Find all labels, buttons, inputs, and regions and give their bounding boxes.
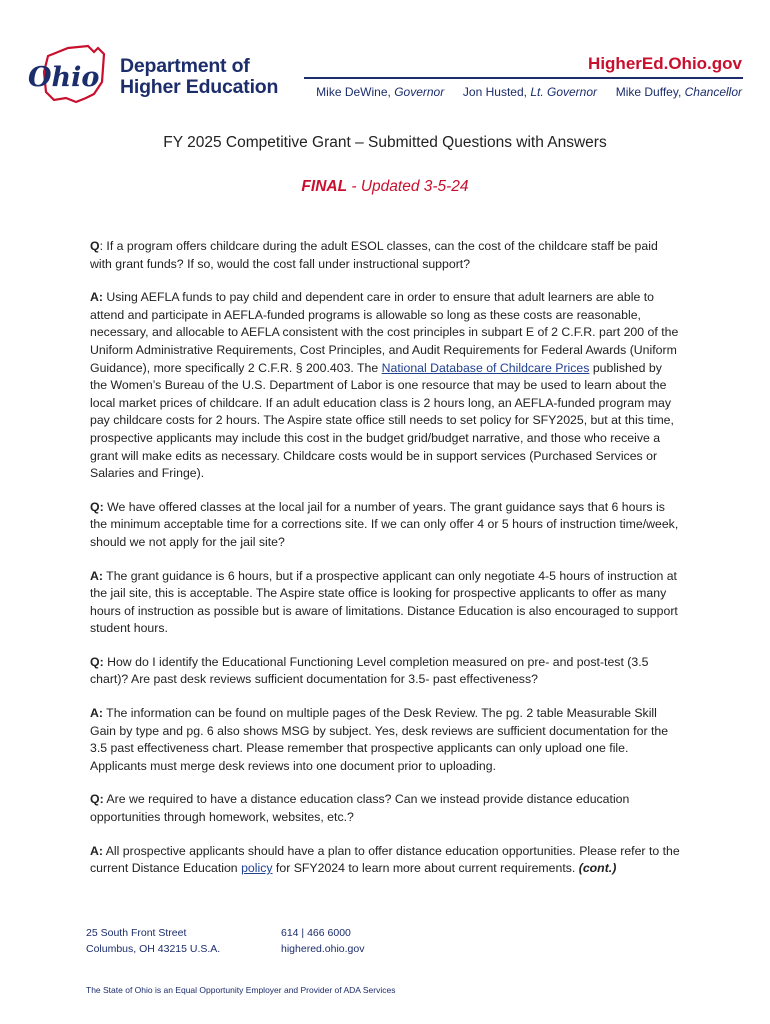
question-4	[90, 791, 680, 826]
question-1	[90, 238, 680, 273]
qa-body	[90, 238, 680, 894]
a-text: All prospective applicants should have a plan to offer distance education opportunities. Please refer to the current Distance Education	[90, 843, 680, 876]
q-label: Q:	[90, 654, 104, 669]
address-line-1: 25 South Front Street	[86, 927, 187, 939]
status-final: FINAL	[301, 178, 348, 195]
q-text: How do I identify the Educational Functioning Level completion measured on pre- and post-test (3.5 chart)? Are past desk reviews sufficient documentation for 3.5- past effectiveness?	[90, 654, 649, 687]
ohio-wordmark: Ohio	[28, 62, 100, 93]
a-text: The information can be found on multiple pages of the Desk Review. The pg. 2 table Measurable Skill Gain by type and pg. 6 also shows MSG by subject. Yes, desk reviews are sufficient documentation for the 3.5 past effectiveness chart. Please remember that prospective applicants can only upload one file. Applicants must merge desk reviews into one document prior to uploading.	[90, 706, 669, 773]
q-text: Are we required to have a distance education class? Can we instead provide distance education opportunities through homework, websites, etc.?	[90, 792, 630, 825]
question-3	[90, 654, 680, 689]
q-text: : If a program offers childcare during the adult ESOL classes, can the cost of the childcare staff be paid with grant funds? If so, would the cost fall under instructional support?	[90, 239, 658, 271]
q-label: Q:	[90, 499, 104, 514]
ohio-logo	[24, 42, 110, 112]
a-text: for SFY2024 to learn more about current requirements.	[272, 861, 579, 876]
address-line-2: Columbus, OH 43215 U.S.A.	[86, 942, 221, 955]
q-label: Q:	[90, 792, 104, 807]
official-name: Mike Duffey,	[615, 85, 682, 99]
official-title: Lt. Governor	[530, 85, 598, 99]
a-text: published by the Women’s Bureau of the U.S. Department of Labor is one resource that may be used to learn about the local market prices of childcare. If an adult education class is 2 hours long, an AEFLA-funded program may pay childcare costs for 2 hours. The Aspire state office still needs to set policy for SFY2025, but at this time, prospective applicants may include this cost in the budget grid/budget narrative, and those who receive a grant will make edits as necessary. Childcare costs would be in support services (Purchased Services or Salaries and Fringe).	[90, 360, 674, 481]
answer-1	[90, 289, 680, 483]
document-status	[0, 178, 770, 196]
answer-4	[90, 843, 680, 878]
status-updated: - Updated 3-5-24	[347, 178, 469, 195]
official-title: Chancellor	[684, 85, 742, 99]
official-title: Governor	[394, 85, 445, 99]
footer-contact	[281, 926, 364, 957]
distance-ed-policy-link[interactable]: policy	[241, 861, 273, 876]
continued-marker: (cont.)	[578, 861, 617, 876]
document-title: FY 2025 Competitive Grant – Submitted Questions with Answers	[163, 134, 607, 151]
website-link[interactable]: HigherEd.Ohio.gov	[588, 54, 742, 73]
letterhead	[0, 0, 770, 110]
a-text: Using AEFLA funds to pay child and dependent care in order to ensure that adult learners are able to attend and participate in AEFLA-funded programs is allowable so long as these costs are reasonable, necessary, and allocable to AEFLA consistent with the cost principles in subpart E of 2 C.F.R. part 200 of the Uniform Administrative Requirements, Cost Principles, and Audit Requirements for Federal Awards (Uniform Guidance), more specifically 2 C.F.R. § 200.403. The	[90, 290, 679, 375]
question-2	[90, 499, 680, 552]
eoe-statement: The State of Ohio is an Equal Opportunity Employer and Provider of ADA Services	[86, 985, 396, 995]
dept-line-1: Department of	[120, 55, 250, 77]
a-text: The grant guidance is 6 hours, but if a prospective applicant can only negotiate 4-5 hours of instruction at the jail site, this is acceptable. The Aspire state office is looking for prospective applicants to offer as many hours of instruction as possible but is aware of limitations. Distance Education is also encouraged to support student hours.	[90, 568, 678, 636]
a-label: A:	[90, 568, 103, 583]
dept-line-2: Higher Education	[120, 76, 279, 98]
answer-2	[90, 568, 680, 638]
q-text: We have offered classes at the local jail for a number of years. The grant guidance says that 6 hours is the minimum acceptable time for a corrections site. If we can only offer 4 or 5 hours of instruction time/week, should we not apply for the jail site?	[90, 499, 679, 549]
official-name: Mike DeWine,	[316, 85, 391, 99]
footer-web-link[interactable]: highered.ohio.gov	[281, 942, 365, 955]
a-label: A:	[90, 843, 103, 858]
answer-3	[90, 705, 680, 775]
official-name: Jon Husted,	[462, 85, 527, 99]
footer-address	[86, 926, 220, 957]
department-name	[120, 56, 278, 98]
a-label: A:	[90, 706, 103, 721]
officials-line	[316, 85, 742, 99]
a-label: A:	[90, 290, 103, 305]
q-label: Q	[90, 239, 100, 253]
phone: 614 | 466 6000	[281, 927, 351, 939]
childcare-prices-link[interactable]: National Database of Childcare Prices	[381, 360, 590, 375]
header-divider	[304, 77, 743, 79]
